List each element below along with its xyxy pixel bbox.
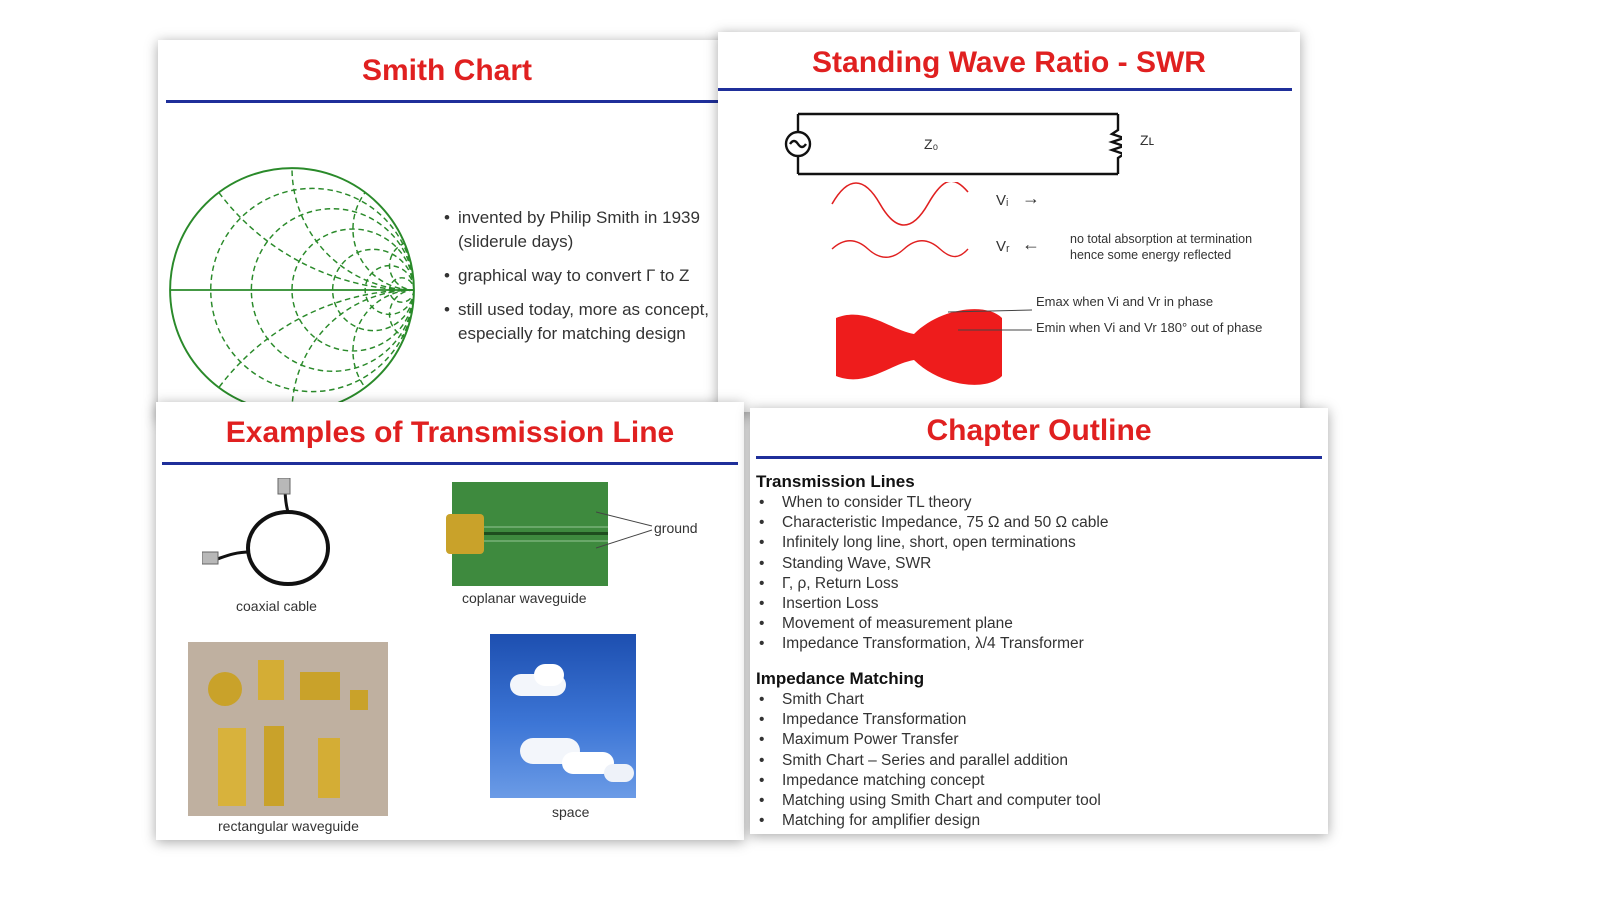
ground-label: ground: [654, 520, 698, 536]
reflected-wave: [830, 236, 970, 262]
list-item: • Infinitely long line, short, open terminations: [756, 533, 1316, 553]
outline-list-impedance-matching: [756, 690, 1316, 831]
outline-list-transmission-lines: [756, 493, 1316, 655]
transmission-line-circuit: [782, 108, 1122, 180]
bullet-item: • still used today, more as concept, especially for matching design: [444, 298, 736, 346]
list-item: • Impedance Transformation: [756, 710, 1316, 730]
vi-label: Vᵢ: [996, 192, 1009, 209]
title-rule: [756, 456, 1322, 459]
coaxial-cable-image: [202, 478, 342, 598]
slide-title: Chapter Outline: [926, 414, 1152, 447]
ground-pointer-lines: [596, 502, 658, 562]
list-item: • Matching for amplifier design: [756, 811, 1316, 831]
list-item: • When to consider TL theory: [756, 493, 1316, 513]
reflection-note-line1: no total absorption at termination: [1070, 232, 1253, 246]
arrow-right-icon: →: [1022, 188, 1040, 208]
list-item: • Γ, ρ, Return Loss: [756, 574, 1316, 594]
list-item: • Impedance Transformation, λ/4 Transformer: [756, 634, 1316, 654]
title-rule: [166, 100, 736, 103]
rect-waveguide-caption: rectangular waveguide: [218, 818, 359, 834]
cpw-caption: coplanar waveguide: [462, 590, 587, 606]
zl-label: Zʟ: [1140, 132, 1155, 148]
slide-smith-chart: [158, 40, 736, 420]
leader-lines: [948, 304, 1048, 354]
list-item: • Movement of measurement plane: [756, 614, 1316, 634]
title-rule: [718, 88, 1292, 91]
smith-bullets: [444, 206, 736, 356]
emin-label: Emin when Vi and Vr 180° out of phase: [1036, 320, 1263, 335]
bullet-item: • graphical way to convert Γ to Z: [444, 264, 736, 288]
outline-section-impedance-matching: Impedance Matching: [756, 669, 925, 688]
rectangular-waveguide-image: [188, 642, 388, 816]
slide-swr: [718, 32, 1300, 412]
list-item: • Characteristic Impedance, 75 Ω and 50 Ω cable: [756, 513, 1316, 533]
smith-chart-diagram: [164, 162, 420, 418]
coax-caption: coaxial cable: [236, 598, 317, 614]
list-item: • Standing Wave, SWR: [756, 554, 1316, 574]
list-item: • Smith Chart: [756, 690, 1316, 710]
emax-label: Emax when Vi and Vr in phase: [1036, 294, 1214, 309]
slide-chapter-outline: [750, 408, 1328, 834]
coplanar-waveguide-image: [452, 482, 608, 586]
slide-title: Standing Wave Ratio - SWR: [812, 46, 1206, 79]
reflection-note-line2: hence some energy reflected: [1070, 248, 1232, 262]
bullet-item: • invented by Philip Smith in 1939 (sliderule days): [444, 206, 736, 254]
slide-title: Smith Chart: [361, 54, 532, 87]
slide-tline-examples: [156, 402, 744, 840]
space-caption: space: [552, 804, 590, 820]
slide-title: Examples of Transmission Line: [225, 416, 675, 449]
title-rule: [162, 462, 738, 465]
space-sky-image: [490, 634, 636, 798]
list-item: • Matching using Smith Chart and computer tool: [756, 791, 1316, 811]
z0-label: Z₀: [924, 136, 939, 152]
vr-label: Vᵣ: [996, 238, 1010, 255]
list-item: • Impedance matching concept: [756, 771, 1316, 791]
list-item: • Insertion Loss: [756, 594, 1316, 614]
list-item: • Maximum Power Transfer: [756, 730, 1316, 750]
outline-section-transmission-lines: Transmission Lines: [756, 472, 915, 491]
list-item: • Smith Chart – Series and parallel addition: [756, 751, 1316, 771]
arrow-left-icon: ←: [1022, 234, 1040, 254]
incident-wave: [830, 182, 970, 226]
